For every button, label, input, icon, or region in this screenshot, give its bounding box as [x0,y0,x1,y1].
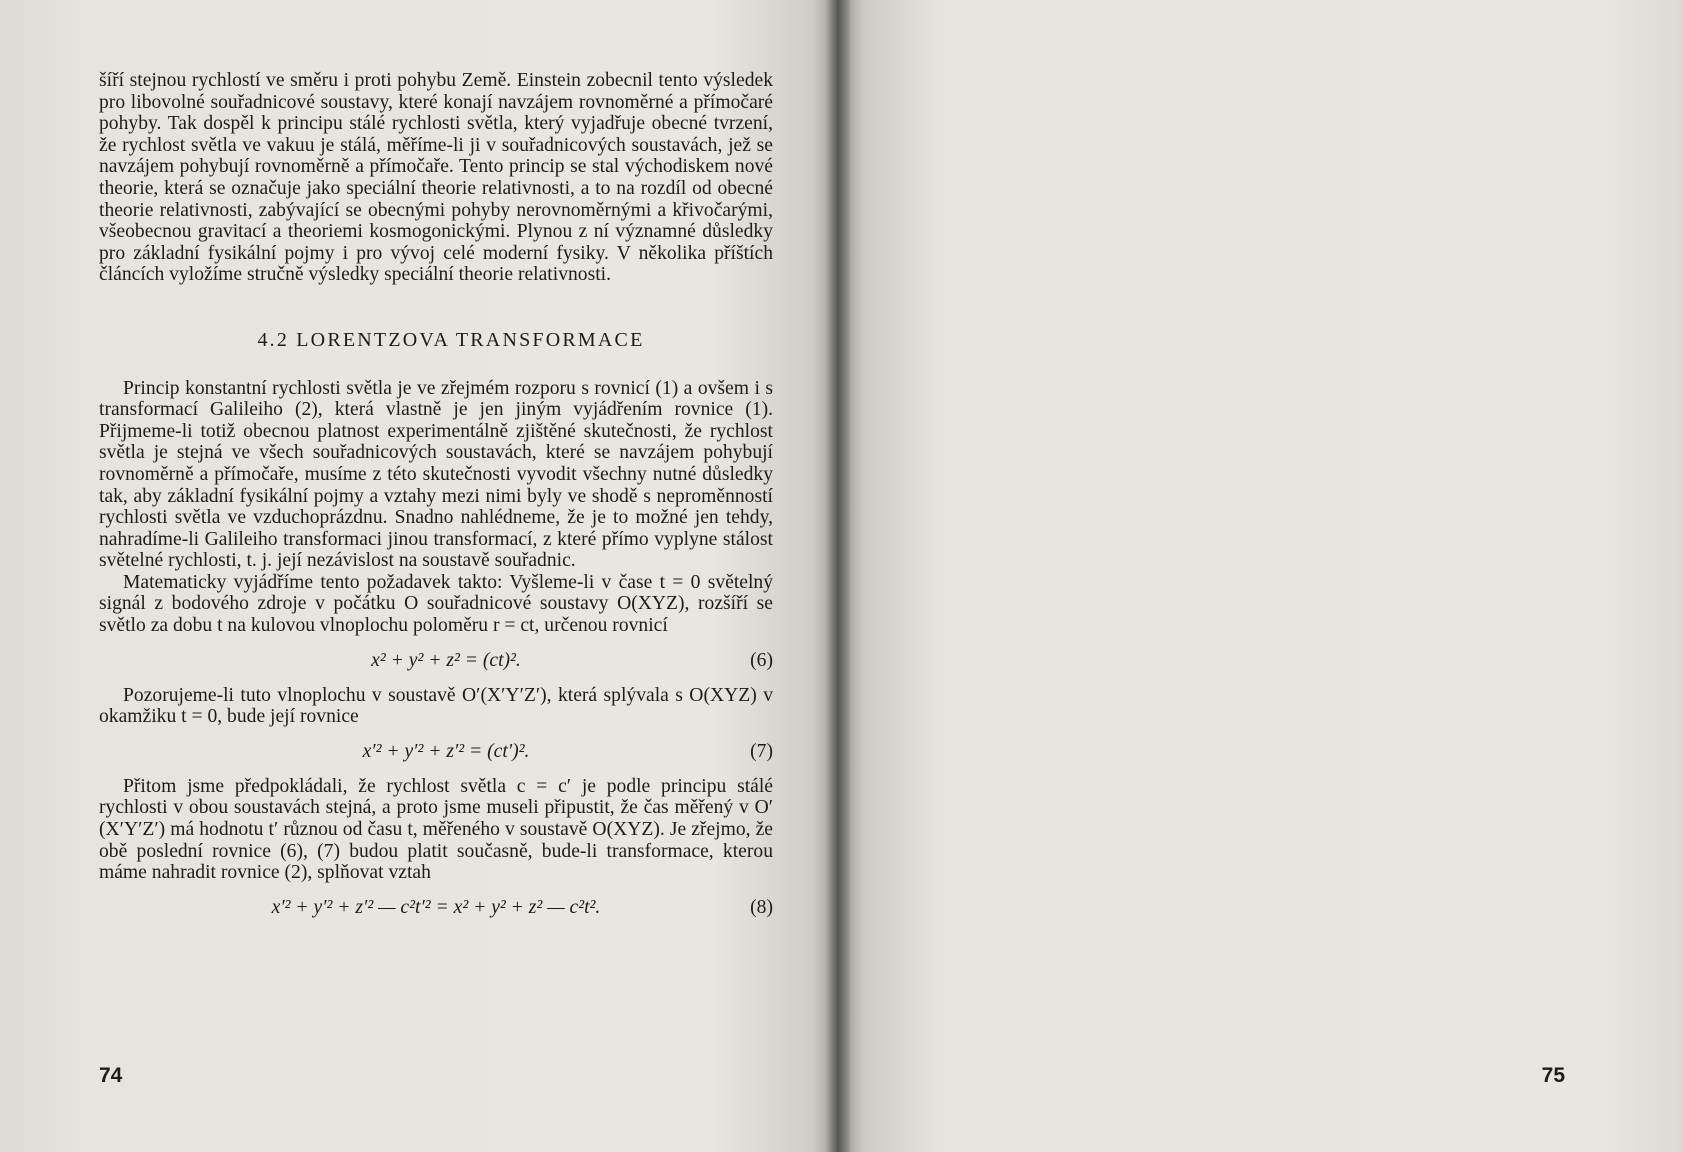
equation-8 [99,896,773,920]
intro-paragraph: šíří stejnou rychlostí ve směru i proti pohybu Země. Einstein zobecnil tento výsledek pro libovolné souřadnicové soustavy, které konají navzájem rovnoměrné a přímočaré pohyby. Tak dospěl k principu stálé rychlosti světla, který vyjadřuje obecné tvrzení, že rychlost světla ve vakuu je stálá, měříme-li ji v souřadnicových soustavách, jež se navzájem pohybují rovnoměrně a přímočaře. Tento princip se stal východiskem nové theorie, která se označuje jako speciální theorie relativnosti, a to na rozdíl od obecné theorie relativnosti, zabývající se obecnými pohyby nerovnoměrnými a křivočarými, všeobecnou gravitací a theoriemi kosmogonickými. Plynou z ní významné důsledky pro základní fysikální pojmy i pro vývoj celé moderní fysiky. V několika příštích článcích vyložíme stručně výsledky speciální theorie relativnosti. [99,70,773,286]
equation-number: (7) [750,740,773,762]
equation-text: x′² + y′² + z′² — c²t′² = x² + y² + z² — c²t². [271,896,601,918]
section-heading: 4.2 LORENTZOVA TRANSFORMACE [257,328,645,351]
equation-6 [99,649,773,673]
right-page [838,0,1683,1152]
equation-number: (6) [750,649,773,671]
equation-number: (8) [750,896,773,918]
paragraph: Princip konstantní rychlosti světla je ve zřejmém rozporu s rovnicí (1) a ovšem i s transformací Galileiho (2), která vlastně je jen jiným vyjádřením rovnice (1). Přijmeme-li totiž obecnou platnost experimentálně zjištěné skutečnosti, že rychlost světla je stejná ve všech souřadnicových soustavách, které se navzájem pohybují rovnoměrně a přímočaře, musíme z této skutečnosti vyvodit všechny nutné důsledky tak, aby základní fysikální pojmy a vztahy mezi nimi byly ve shodě s neproměnností rychlosti světla ve vzduchoprázdnu. Snadno nahlédneme, že je to možné jen tehdy, nahradíme-li Galileiho transformaci jinou transformací, z které přímo vyplyne stálost světelné rychlosti, t. j. její nezávislost na soustavě souřadnic. [99,377,773,572]
paragraph: Přitom jsme předpokládali, že rychlost světla c = c′ je podle principu stálé rychlosti v obou soustavách stejná, a proto jsme museli připustit, že čas měřený v O′(X′Y′Z′) má hodnotu t′ různou od času t, měřeného v soustavě O(XYZ). Je zřejmo, že obě poslední rovnice (6), (7) budou platit současně, bude-li transformace, kterou máme nahradit rovnice (2), splňovat vztah [99,775,773,884]
left-text-column [99,70,773,932]
equation-text: x² + y² + z² = (ct)². [371,649,521,671]
page-number: 74 [99,1064,123,1087]
left-page [0,0,838,1152]
equation-text: x′² + y′² + z′² = (ct′)². [362,740,530,762]
book-gutter [826,0,850,1152]
paragraph: Pozorujeme-li tuto vlnoplochu v soustavě O′(X′Y′Z′), která splývala s O(XYZ) v okamžiku t = 0, bude její rovnice [99,684,773,728]
paragraph: Matematicky vyjádříme tento požadavek takto: Vyšleme-li v čase t = 0 světelný signál z bodového zdroje v počátku O souřadnicové soustavy O(XYZ), rozšíří se světlo za dobu t na kulovou vlnoplochu poloměru r = ct, určenou rovnicí [99,571,773,637]
equation-7 [99,740,773,764]
page-number: 75 [1541,1064,1565,1087]
